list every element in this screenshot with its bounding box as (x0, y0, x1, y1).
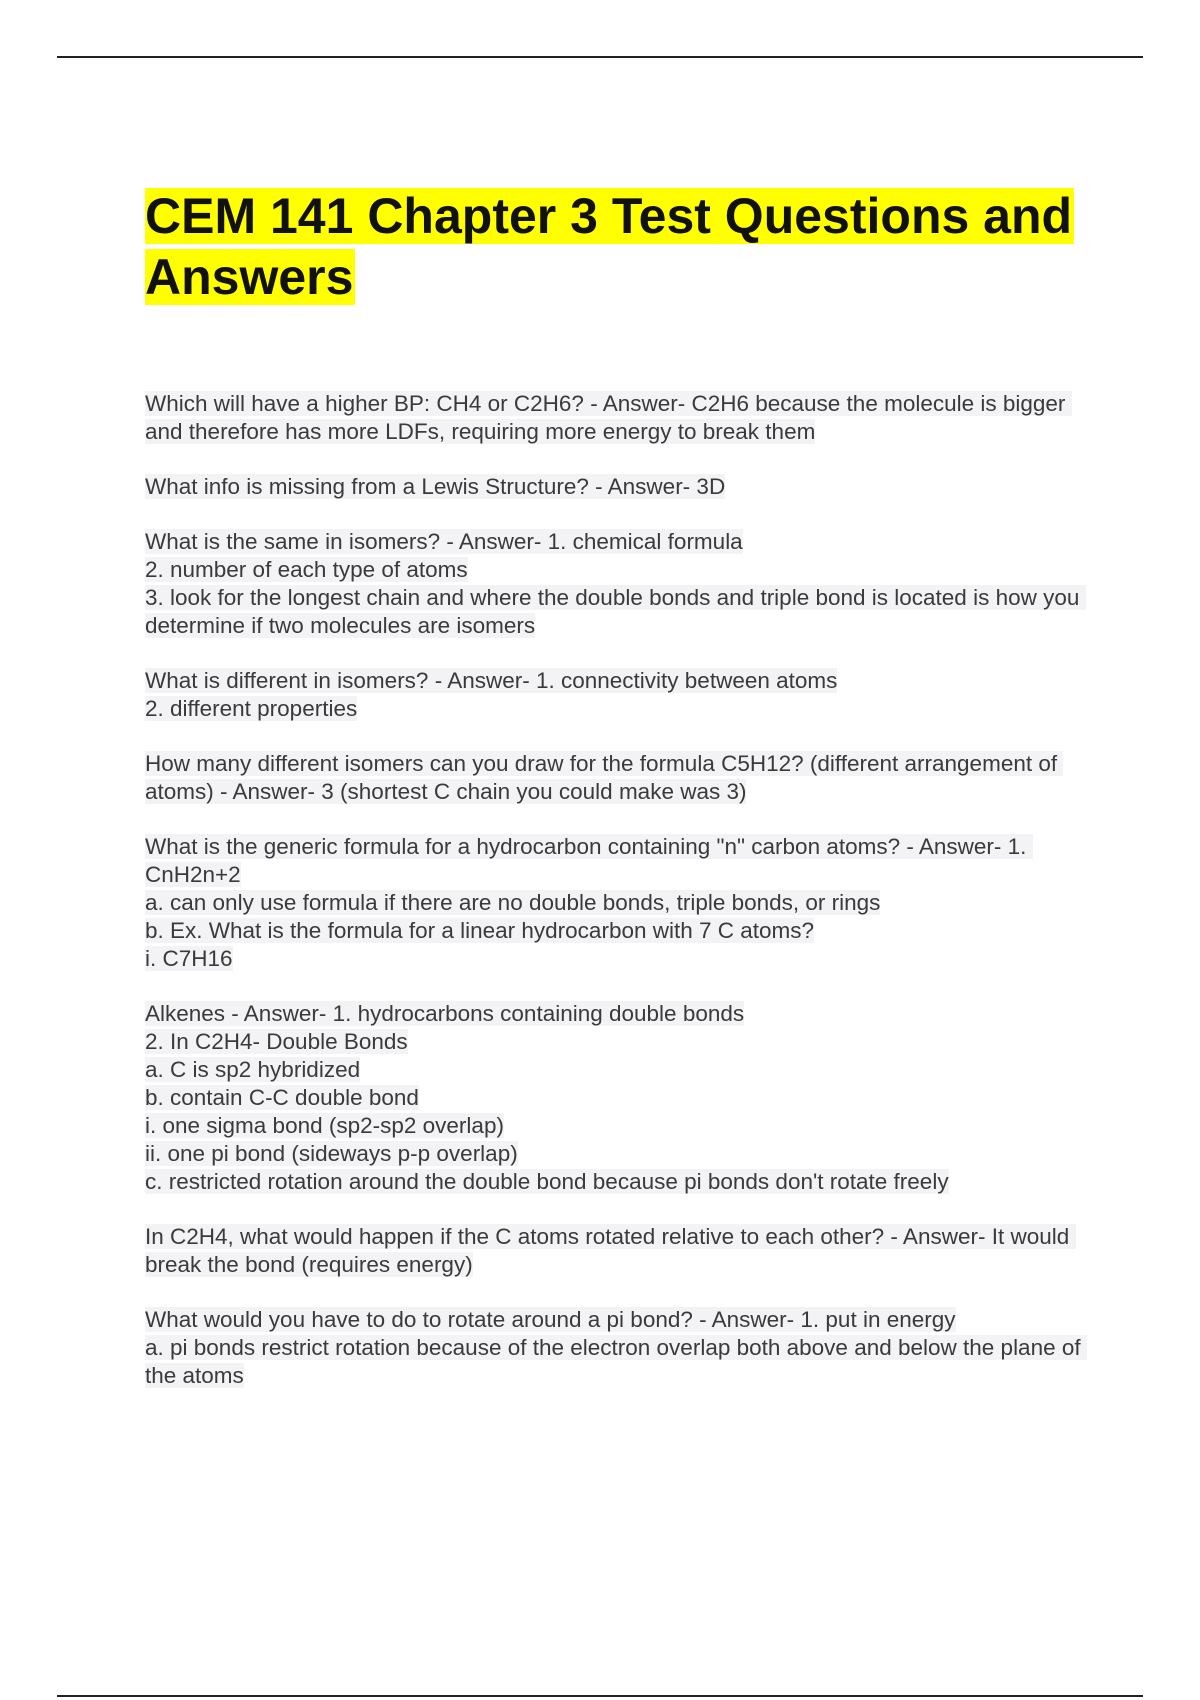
qa-entry (145, 833, 1085, 973)
qa-text: In C2H4, what would happen if the C atoms rotated relative to each other? - Answer- It would break the bond (requires energy) (145, 1224, 1076, 1277)
qa-entry (145, 473, 1085, 501)
qa-text: What would you have to do to rotate around a pi bond? - Answer- 1. put in energy a. pi bonds restrict rotation because of the electron overlap both above and below the plane of the atoms (145, 1307, 1087, 1388)
document-body (145, 186, 1085, 1417)
qa-text: What is the generic formula for a hydrocarbon containing "n" carbon atoms? - Answer- 1. CnH2n+2 a. can only use formula if there are no double bonds, triple bonds, or rings b. Ex. What is the formula for a linear hydrocarbon with 7 C atoms? i. C7H16 (145, 834, 1033, 971)
qa-text: Which will have a higher BP: CH4 or C2H6? - Answer- C2H6 because the molecule is bigger and therefore has more LDFs, requiring more energy to break them (145, 391, 1072, 444)
qa-entry (145, 528, 1085, 640)
title-highlight: CEM 141 Chapter 3 Test Questions and Answers (145, 188, 1073, 305)
qa-text: What is different in isomers? - Answer- 1. connectivity between atoms 2. different properties (145, 668, 838, 721)
qa-entry (145, 1306, 1085, 1390)
qa-text: What info is missing from a Lewis Structure? - Answer- 3D (145, 474, 726, 499)
top-rule (57, 56, 1143, 58)
qa-text: What is the same in isomers? - Answer- 1. chemical formula 2. number of each type of atoms 3. look for the longest chain and where the double bonds and triple bond is located is how you determine if two molecules are isomers (145, 529, 1086, 638)
qa-text: Alkenes - Answer- 1. hydrocarbons containing double bonds 2. In C2H4- Double Bonds a. C is sp2 hybridized b. contain C-C double bond i. one sigma bond (sp2-sp2 overlap) ii. one pi bond (sideways p-p overlap) c. restricted rotation around the double bond because pi bonds don't rotate freely (145, 1001, 949, 1194)
qa-entry (145, 1000, 1085, 1196)
qa-entry (145, 750, 1085, 806)
qa-entry (145, 390, 1085, 446)
qa-entry (145, 1223, 1085, 1279)
qa-text: How many different isomers can you draw for the formula C5H12? (different arrangement of atoms) - Answer- 3 (shortest C chain you could make was 3) (145, 751, 1064, 804)
document-title (145, 186, 1085, 308)
bottom-rule (57, 1695, 1143, 1697)
qa-entry (145, 667, 1085, 723)
